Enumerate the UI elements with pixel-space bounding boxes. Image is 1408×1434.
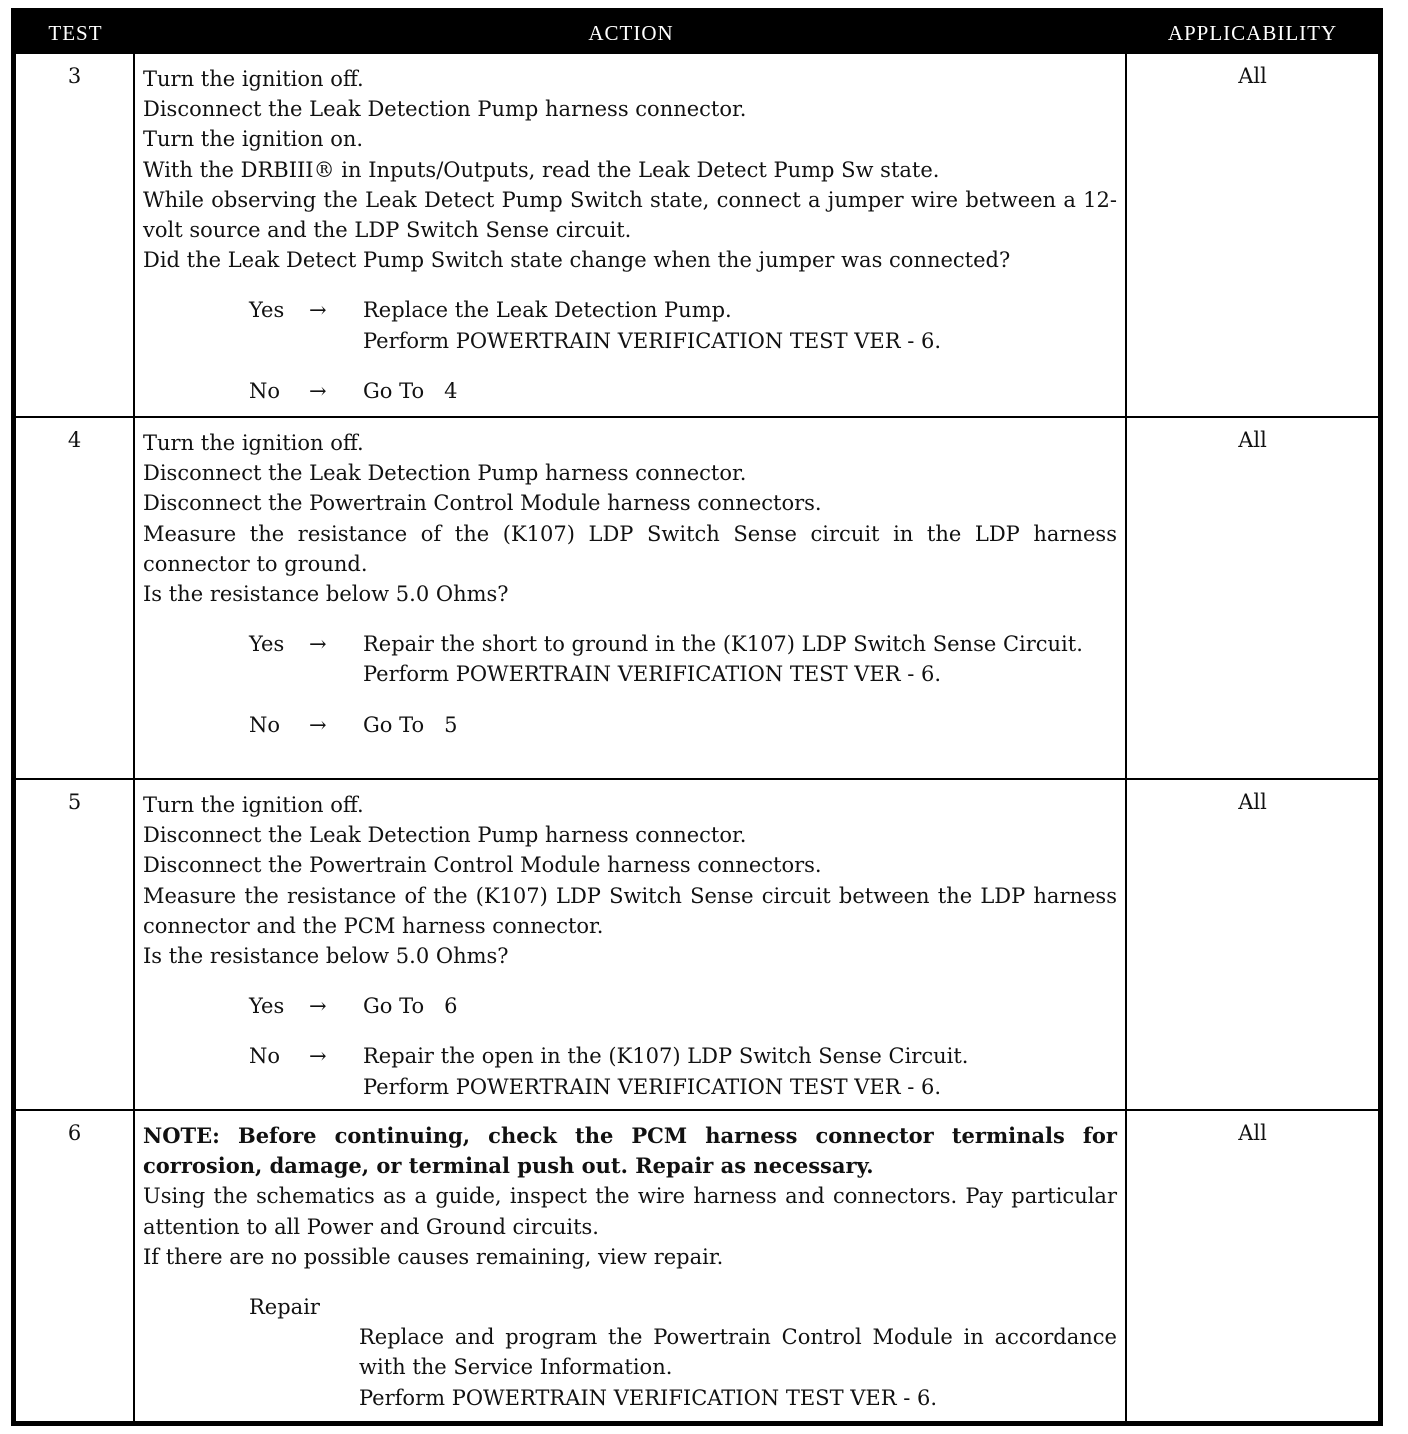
test-number: 3	[16, 54, 135, 416]
step-text: Disconnect the Powertrain Control Module harness connectors.	[143, 853, 822, 878]
test-number: 6	[16, 1111, 135, 1421]
action-cell	[135, 1111, 1127, 1421]
applicability-value: All	[1238, 1121, 1267, 1145]
table-header	[16, 13, 1378, 54]
action-cell	[135, 780, 1127, 1109]
no-result	[363, 1041, 1117, 1101]
step-text: With the DRBIII® in Inputs/Outputs, read the Leak Detect Pump Sw state.	[143, 157, 940, 182]
step-text: Disconnect the Leak Detection Pump harness connector.	[143, 97, 747, 122]
step-text: Is the resistance below 5.0 Ohms?	[143, 944, 509, 969]
note-text: NOTE: Before continuing, check the PCM harness connector terminals for corrosion, damage, or terminal push out. Repair as necessary.	[143, 1123, 1117, 1179]
table-row-test-5	[16, 778, 1378, 1109]
repair-body	[359, 1322, 1117, 1413]
step-text: Turn the ignition off.	[143, 431, 364, 455]
test-number: 5	[16, 780, 135, 1109]
arrow-right-icon: →	[309, 712, 327, 737]
applicability-value: All	[1238, 790, 1267, 814]
result-text: Replace the Leak Detection Pump.	[363, 298, 732, 323]
repair-label: Repair	[249, 1295, 320, 1320]
arrow-right-icon: →	[309, 298, 327, 323]
step-text: Disconnect the Leak Detection Pump harness connector.	[143, 823, 747, 848]
result-text: Perform POWERTRAIN VERIFICATION TEST VER - 6.	[363, 1074, 942, 1099]
table-row-test-4	[16, 416, 1378, 778]
no-outcome	[143, 376, 1117, 406]
diagnostic-test-table	[11, 8, 1383, 1426]
header-action: ACTION	[588, 21, 674, 45]
step-text: Measure the resistance of the (K107) LDP Switch Sense circuit in the LDP harness connector to ground.	[143, 521, 1117, 576]
no-result: Go To 4	[363, 378, 458, 403]
table-row-test-6	[16, 1109, 1378, 1421]
step-text: Disconnect the Leak Detection Pump harness connector.	[143, 461, 747, 486]
yes-outcome	[143, 629, 1117, 689]
arrow-right-icon: →	[309, 1044, 327, 1069]
applicability-value: All	[1238, 428, 1267, 452]
yes-label: Yes	[249, 632, 285, 657]
yes-label: Yes	[249, 298, 285, 323]
no-label: No	[249, 712, 281, 737]
arrow-right-icon: →	[309, 994, 327, 1019]
step-text: If there are no possible causes remaining, view repair.	[143, 1244, 724, 1269]
repair-text: Perform POWERTRAIN VERIFICATION TEST VER - 6.	[359, 1385, 938, 1410]
yes-result: Go To 6	[363, 994, 458, 1019]
applicability-value: All	[1238, 64, 1267, 88]
no-label: No	[249, 378, 281, 403]
arrow-right-icon: →	[309, 378, 327, 403]
result-text: Repair the open in the (K107) LDP Switch Sense Circuit.	[363, 1044, 969, 1069]
step-text: Turn the ignition on.	[143, 127, 364, 152]
header-test: TEST	[48, 21, 103, 45]
step-text: Turn the ignition off.	[143, 67, 364, 91]
repair-text: Replace and program the Powertrain Control Module in accordance with the Service Information.	[359, 1325, 1117, 1380]
table-row-test-3	[16, 54, 1378, 416]
yes-label: Yes	[249, 994, 285, 1019]
yes-result	[363, 295, 1117, 355]
step-text: Turn the ignition off.	[143, 793, 364, 817]
header-applicability: APPLICABILITY	[1167, 21, 1338, 45]
no-result: Go To 5	[363, 712, 458, 737]
step-text: Did the Leak Detect Pump Switch state change when the jumper was connected?	[143, 248, 1011, 273]
arrow-right-icon: →	[309, 632, 327, 657]
test-number: 4	[16, 418, 135, 778]
step-text: Is the resistance below 5.0 Ohms?	[143, 582, 509, 607]
action-cell	[135, 418, 1127, 778]
action-cell	[135, 54, 1127, 416]
result-text: Repair the short to ground in the (K107) LDP Switch Sense Circuit.	[363, 632, 1083, 657]
no-outcome	[143, 1041, 1117, 1101]
step-text: Measure the resistance of the (K107) LDP Switch Sense circuit between the LDP harness connector and the PCM harness connector.	[143, 883, 1117, 938]
step-text: While observing the Leak Detect Pump Switch state, connect a jumper wire between a 12-volt source and the LDP Switch Sense circuit.	[143, 187, 1117, 243]
yes-result	[363, 629, 1117, 689]
step-text: Disconnect the Powertrain Control Module harness connectors.	[143, 491, 822, 516]
result-text: Perform POWERTRAIN VERIFICATION TEST VER - 6.	[363, 328, 942, 353]
result-text: Perform POWERTRAIN VERIFICATION TEST VER - 6.	[363, 662, 942, 687]
no-label: No	[249, 1044, 281, 1069]
step-text: Using the schematics as a guide, inspect the wire harness and connectors. Pay particular attention to all Power and Ground circuits.	[143, 1184, 1117, 1239]
no-outcome	[143, 710, 1117, 740]
yes-outcome	[143, 295, 1117, 355]
yes-outcome	[143, 991, 1117, 1021]
